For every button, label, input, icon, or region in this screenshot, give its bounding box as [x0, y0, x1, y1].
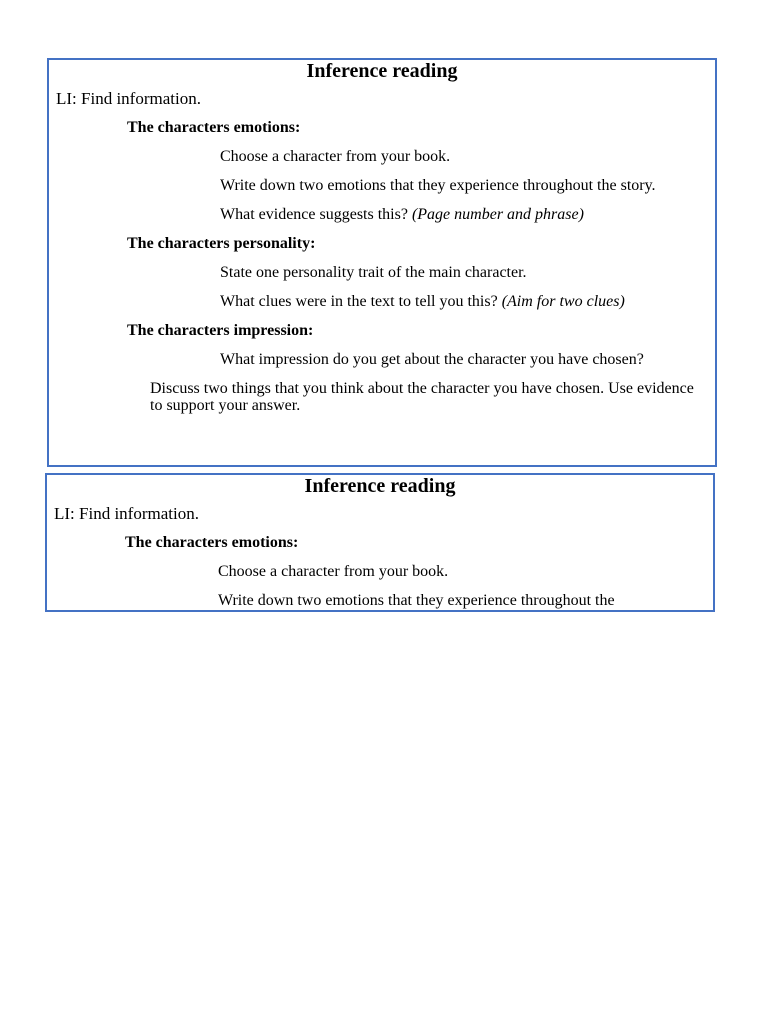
emotions-question-3-hint: (Page number and phrase) — [411, 206, 584, 223]
card-title: Inference reading — [304, 475, 456, 497]
personality-question-2 — [150, 293, 705, 310]
learning-intention: LI: Find information. — [54, 504, 199, 523]
emotions-question-2: Write down two emotions that they experience throughout the story. — [220, 177, 656, 194]
emotions-heading: The characters emotions: — [127, 119, 301, 136]
impression-question-1: What impression do you get about the character you have chosen? — [220, 351, 644, 368]
emotions-question-1: Choose a character from your book. — [220, 148, 451, 165]
personality-question-2-hint: (Aim for two clues) — [501, 293, 625, 310]
inference-card-1 — [47, 58, 717, 467]
emotions-question-3 — [150, 206, 705, 223]
personality-question-2-text: What clues were in the text to tell you this? — [220, 293, 498, 310]
impression-heading: The characters impression: — [127, 322, 314, 339]
card-title: Inference reading — [306, 60, 458, 82]
personality-question-1: State one personality trait of the main character. — [220, 264, 527, 281]
personality-heading: The characters personality: — [127, 235, 316, 252]
emotions-question-3-text: What evidence suggests this? — [220, 206, 408, 223]
learning-intention: LI: Find information. — [56, 89, 201, 108]
emotions-question-1: Choose a character from your book. — [218, 563, 449, 580]
inference-card-2 — [45, 473, 715, 612]
emotions-heading: The characters emotions: — [125, 534, 299, 551]
impression-question-2: Discuss two things that you think about the character you have chosen. Use evidence to support your answer. — [150, 380, 694, 414]
emotions-question-2: Write down two emotions that they experience throughout the — [218, 592, 615, 609]
